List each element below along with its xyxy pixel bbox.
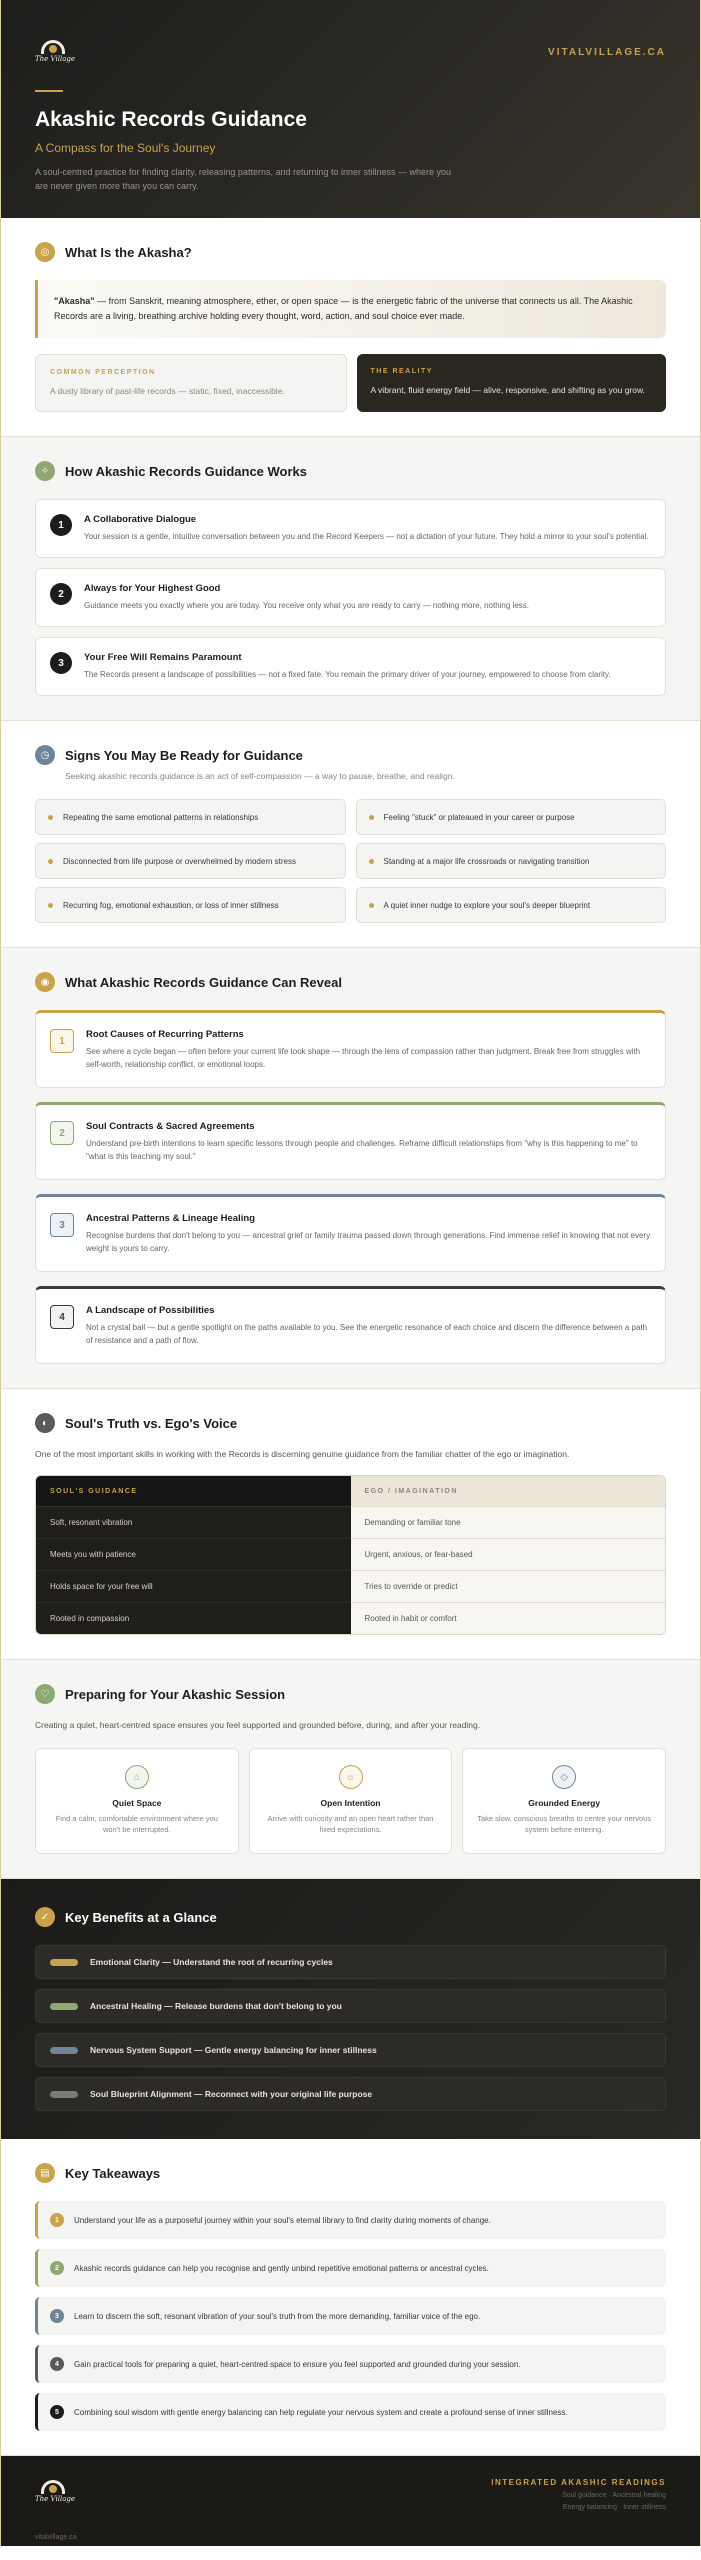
sign-item: [35, 799, 346, 835]
reveal-title: Soul Contracts & Sacred Agreements: [86, 1121, 255, 1132]
soul-header: SOUL'S GUIDANCE: [36, 1476, 351, 1506]
step-title: Your Free Will Remains Paramount: [84, 652, 242, 663]
logo[interactable]: [35, 38, 75, 66]
logo-text: The Village: [35, 2495, 75, 2503]
table-cell: Meets you with patience: [36, 1538, 351, 1570]
benefit-text: Emotional Clarity — Understand the root of recurring cycles: [90, 1957, 333, 1967]
takeaway-text: Understand your life as a purposeful journey within your soul's eternal library to find clarity during moments of change.: [74, 2215, 491, 2225]
compass-icon: ✧: [35, 461, 55, 481]
step-number: 1: [50, 514, 72, 536]
common-perception-text: A dusty library of past-life records — static, fixed, inaccessible.: [50, 386, 285, 396]
prep-title: Open Intention: [320, 1798, 381, 1808]
benefit-text: Soul Blueprint Alignment — Reconnect with your original life purpose: [90, 2089, 373, 2099]
sign-item: [356, 799, 667, 835]
takeaway-number: 5: [50, 2405, 64, 2419]
takeaway-number: 1: [50, 2213, 64, 2227]
ego-intro: One of the most important skills in working with the Records is discerning genuine guidance from the familiar chatter of the ego or imagination.: [35, 1449, 570, 1459]
benefit-item: [35, 1989, 666, 2023]
takeaway-text: Akashic records guidance can help you recognise and gently unbind repetitive emotional patterns or ancestral cycles.: [74, 2263, 489, 2273]
hero-description: A soul-centred practice for finding clarity, releasing patterns, and returning to inner stillness — where you are never given more than you can carry.: [35, 167, 452, 191]
color-pill: [50, 2047, 78, 2054]
takeaway-item: [35, 2345, 666, 2383]
section-heading: Key Takeaways: [65, 2165, 161, 2181]
balance-icon: ◐: [35, 1413, 55, 1433]
document-icon: ▤: [35, 2163, 55, 2183]
sun-icon: ☼: [339, 1765, 363, 1789]
ego-section: [1, 1389, 700, 1660]
common-perception-card: [35, 354, 347, 412]
benefit-item: [35, 2033, 666, 2067]
section-heading: What Is the Akasha?: [65, 244, 192, 260]
reveal-card: [35, 1010, 666, 1088]
preparation-section: [1, 1660, 700, 1879]
reality-card: [357, 354, 667, 412]
bullet-icon: [369, 815, 374, 820]
ego-column: [351, 1476, 666, 1634]
akasha-section: [1, 218, 700, 437]
hero-divider: [35, 90, 63, 92]
bullet-icon: [369, 859, 374, 864]
reveal-number: 4: [50, 1305, 74, 1329]
page-title: Akashic Records Guidance: [35, 108, 307, 131]
footer-logo[interactable]: [35, 2478, 75, 2506]
reveal-card: [35, 1102, 666, 1180]
reveal-title: A Landscape of Possibilities: [86, 1305, 215, 1316]
hero: [1, 0, 700, 218]
bullet-icon: [369, 903, 374, 908]
footer-title: INTEGRATED AKASHIC READINGS: [491, 2478, 666, 2487]
benefit-text: Nervous System Support — Gentle energy balancing for inner stillness: [90, 2045, 377, 2055]
step-text: Your session is a gentle, intuitive conversation between you and the Record Keepers — not a dictation of your future. They hold a mirror to your soul's potential.: [84, 532, 649, 541]
table-cell: Rooted in habit or comfort: [351, 1602, 666, 1634]
check-icon: ✓: [35, 1907, 55, 1927]
reality-label: THE REALITY: [370, 368, 433, 375]
spiral-icon: ◎: [35, 242, 55, 262]
step-number: 3: [50, 652, 72, 674]
step-text: Guidance meets you exactly where you are today. You receive only what you are ready to carry — nothing more, nothing less.: [84, 601, 529, 610]
section-heading: Soul's Truth vs. Ego's Voice: [65, 1415, 238, 1431]
sign-text: Standing at a major life crossroads or navigating transition: [383, 856, 590, 866]
reveal-number: 3: [50, 1213, 74, 1237]
color-pill: [50, 2003, 78, 2010]
sign-item: [35, 843, 346, 879]
heart-icon: ♡: [35, 1684, 55, 1704]
signs-subtitle: Seeking akashic records guidance is an act of self-compassion — a way to pause, breathe, and realign.: [65, 771, 455, 781]
reveal-text: See where a cycle began — often before your current life took shape — through the lens of compassion rather than judgment. Break free from struggles with self-worth, relationship conflict, or emotional loops.: [86, 1047, 641, 1069]
akasha-definition: — from Sanskrit, meaning atmosphere, ether, or open space — is the energetic fabric of the universe that connects us all. The Akashic Records are a living, breathing archive holding every thought, word, action, and soul choice ever made.: [54, 296, 633, 321]
footer-line: Energy balancing · Inner stillness: [562, 2504, 666, 2511]
footer-site-link[interactable]: vitalvillage.ca: [35, 2534, 77, 2541]
reveal-section: [1, 948, 700, 1389]
reveal-text: Understand pre-birth intentions to learn specific lessons through people and challenges. Reframe difficult relationships from "why is this happening to me" to "what is this teaching my soul.": [86, 1139, 638, 1161]
table-cell: Holds space for your free will: [36, 1570, 351, 1602]
section-heading: Preparing for Your Akashic Session: [65, 1686, 286, 1702]
work-card: [35, 499, 666, 558]
prep-card: [462, 1748, 666, 1854]
signs-section: [1, 721, 700, 948]
logo-text: The Village: [35, 55, 75, 63]
section-heading: How Akashic Records Guidance Works: [65, 463, 308, 479]
takeaways-section: [1, 2139, 700, 2456]
sign-text: Disconnected from life purpose or overwhelmed by modern stress: [63, 856, 296, 866]
comparison-table: [35, 1475, 666, 1635]
reveal-number: 2: [50, 1121, 74, 1145]
sign-item: [356, 843, 667, 879]
perception-comparison: [35, 354, 666, 412]
soul-column: [36, 1476, 351, 1634]
table-cell: Demanding or familiar tone: [351, 1506, 666, 1538]
benefit-item: [35, 2077, 666, 2111]
prep-intro: Creating a quiet, heart-centred space ensures you feel supported and grounded before, during, and after your reading.: [35, 1720, 481, 1730]
footer: [1, 2456, 700, 2546]
sign-text: Feeling "stuck" or plateaued in your career or purpose: [383, 812, 575, 822]
benefit-text: Ancestral Healing — Release burdens that don't belong to you: [90, 2001, 342, 2011]
sign-item: [356, 887, 667, 923]
sign-item: [35, 887, 346, 923]
prep-text: Arrive with curiosity and an open heart rather than fixed expectations.: [267, 1814, 434, 1834]
prep-title: Quiet Space: [112, 1798, 162, 1808]
akasha-quote: [35, 280, 666, 338]
takeaway-item: [35, 2201, 666, 2239]
prep-title: Grounded Energy: [528, 1798, 601, 1808]
takeaway-item: [35, 2297, 666, 2335]
table-cell: Rooted in compassion: [36, 1602, 351, 1634]
reveal-number: 1: [50, 1029, 74, 1053]
signs-grid: [35, 799, 666, 923]
benefit-item: [35, 1945, 666, 1979]
clock-icon: ◷: [35, 745, 55, 765]
common-perception-label: COMMON PERCEPTION: [50, 369, 156, 376]
bullet-icon: [48, 859, 53, 864]
takeaway-text: Gain practical tools for preparing a quiet, heart-centred space to ensure you feel supported and grounded during your session.: [74, 2359, 521, 2369]
footer-line: Soul guidance · Ancestral healing: [562, 2492, 666, 2499]
takeaway-item: [35, 2249, 666, 2287]
work-card: [35, 568, 666, 627]
works-list: [35, 499, 666, 696]
page-subtitle: A Compass for the Soul's Journey: [35, 141, 216, 155]
takeaway-number: 4: [50, 2357, 64, 2371]
sign-text: A quiet inner nudge to explore your soul's deeper blueprint: [383, 900, 591, 910]
work-card: [35, 637, 666, 696]
benefits-section: [1, 1879, 700, 2139]
step-number: 2: [50, 583, 72, 605]
color-pill: [50, 2091, 78, 2098]
akasha-term: "Akasha": [54, 296, 95, 306]
reveal-text: Recognise burdens that don't belong to you — ancestral grief or family trauma passed down through generations. Find immense relief in knowing that not every weight is yours to carry.: [86, 1231, 651, 1253]
takeaway-text: Learn to discern the soft, resonant vibration of your soul's truth from the more demanding, familiar voice of the ego.: [74, 2311, 481, 2321]
table-cell: Tries to override or predict: [351, 1570, 666, 1602]
sign-text: Recurring fog, emotional exhaustion, or loss of inner stillness: [63, 900, 279, 910]
section-heading: Signs You May Be Ready for Guidance: [65, 747, 303, 763]
takeaway-item: [35, 2393, 666, 2431]
prep-text: Find a calm, comfortable environment where you won't be interrupted.: [55, 1814, 218, 1834]
bullet-icon: [48, 815, 53, 820]
step-title: Always for Your Highest Good: [84, 583, 221, 594]
ego-header: EGO / IMAGINATION: [351, 1476, 666, 1506]
takeaway-number: 2: [50, 2261, 64, 2275]
prep-text: Take slow, conscious breaths to centre your nervous system before entering.: [477, 1814, 652, 1834]
reveal-title: Ancestral Patterns & Lineage Healing: [86, 1213, 255, 1224]
takeaway-text: Combining soul wisdom with gentle energy balancing can help regulate your nervous system and create a profound sense of inner stillness.: [74, 2407, 568, 2417]
takeaway-number: 3: [50, 2309, 64, 2323]
reveal-card: [35, 1286, 666, 1364]
reveal-text: Not a crystal ball — but a gentle spotlight on the paths available to you. See the energetic resonance of each choice and discern the difference between a path of resistance and a path of flow.: [86, 1323, 648, 1345]
table-cell: Soft, resonant vibration: [36, 1506, 351, 1538]
sign-text: Repeating the same emotional patterns in relationships: [63, 812, 259, 822]
reveal-card: [35, 1194, 666, 1272]
table-cell: Urgent, anxious, or fear-based: [351, 1538, 666, 1570]
prep-card: [35, 1748, 239, 1854]
how-it-works-section: [1, 437, 700, 721]
site-link[interactable]: VITALVILLAGE.CA: [548, 46, 666, 58]
reality-text: A vibrant, fluid energy field — alive, responsive, and shifting as you grow.: [370, 385, 646, 395]
step-text: The Records present a landscape of possibilities — not a fixed fate. You remain the primary driver of your journey, empowered to choose from clarity.: [84, 670, 611, 679]
section-heading: Key Benefits at a Glance: [65, 1909, 217, 1925]
shield-icon: ◇: [552, 1765, 576, 1789]
prep-card: [249, 1748, 453, 1854]
step-title: A Collaborative Dialogue: [84, 514, 197, 525]
bullet-icon: [48, 903, 53, 908]
reveal-title: Root Causes of Recurring Patterns: [86, 1029, 244, 1040]
color-pill: [50, 1959, 78, 1966]
eye-icon: ◉: [35, 972, 55, 992]
home-icon: ⌂: [125, 1765, 149, 1789]
prep-grid: [35, 1748, 666, 1854]
section-heading: What Akashic Records Guidance Can Reveal: [65, 974, 342, 990]
